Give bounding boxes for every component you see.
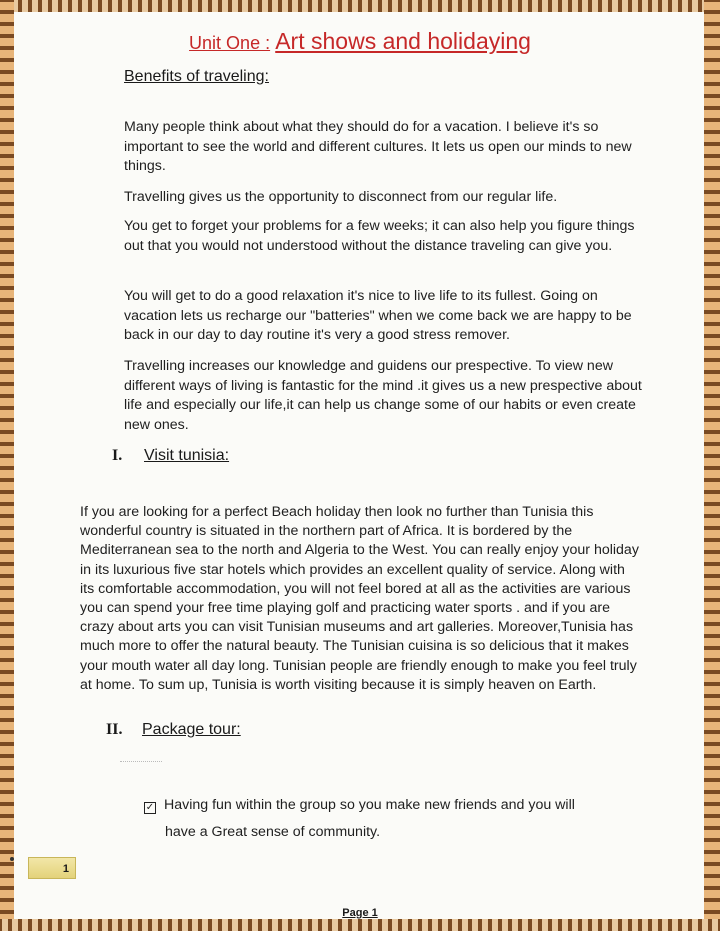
decorative-border-top (0, 0, 720, 12)
checkbox-icon: ✓ (145, 802, 155, 813)
decorative-border-right (704, 0, 720, 931)
paragraph: Many people think about what they should do for a vacation. I believe it's so important to see the world and different cultures. It lets us open our minds to new things. (124, 119, 632, 174)
divider (120, 761, 162, 762)
paragraph: You will get to do a good relaxation it's nice to live life to its fullest. Going on vacation lets us recharge our "batteries" when we come back we are happy to be back in our day to day routine it's very a good stress remover. (124, 288, 632, 343)
item-text-line1: Having fun within the group so you make new friends and you will (164, 797, 575, 813)
decorative-border-left (0, 0, 14, 931)
page-footer-label: Page 1 (342, 907, 378, 919)
section-number: II. (106, 721, 123, 738)
page-number-badge: 1 (28, 857, 76, 879)
section-label: Visit tunisia: (144, 447, 230, 464)
benefits-heading: Benefits of traveling: (124, 68, 269, 85)
unit-title: Art shows and holidaying (275, 28, 531, 54)
paragraph: Travelling increases our knowledge and guidens our prespective. To view new different ways of living is fantastic for the mind .it gives us a new prespective about life and especially our life,it can help us change some of our habits or even create new ones. (124, 358, 642, 433)
tunisia-paragraph: If you are looking for a perfect Beach holiday then look no further than Tunisia this wonderful country is situated in the northern part of Africa. It is bordered by the Mediterranean sea to the north and Algeria to the West. You can really enjoy your holiday in its luxurious five star hotels which provides an excellent quality of service. Along with its comfortable accommodation, you will not feel bored at all as the activities are various you can spend your free time playing golf and practicing water sports . and if you are crazy about arts you can visit Tunisian museums and art galleries. Moreover,Tunisia has much more to offer the natural beauty. The Tunisian cuisina is so delicious that it makes your mouth water all day long. Tunisian people are friendly enough to make you feel truly at home. To sum up, Tunisia is worth visiting because it is simply heaven on Earth. (80, 504, 639, 693)
unit-label: Unit One : (189, 33, 271, 53)
item-text-line2: have a Great sense of community. (165, 824, 381, 840)
section-heading-package-tour (106, 721, 241, 739)
page-title (0, 28, 720, 55)
bullet-dot (10, 857, 14, 861)
decorative-border-bottom (0, 919, 720, 931)
section-label: Package tour: (142, 721, 241, 738)
paragraph: Travelling gives us the opportunity to disconnect from our regular life. (124, 189, 558, 205)
paragraph: You get to forget your problems for a few weeks; it can also help you figure things out that you would not understood without the distance traveling can give you. (124, 218, 635, 254)
section-heading-visit-tunisia (112, 447, 229, 465)
section-number: I. (112, 447, 123, 464)
checklist-item (144, 792, 624, 846)
